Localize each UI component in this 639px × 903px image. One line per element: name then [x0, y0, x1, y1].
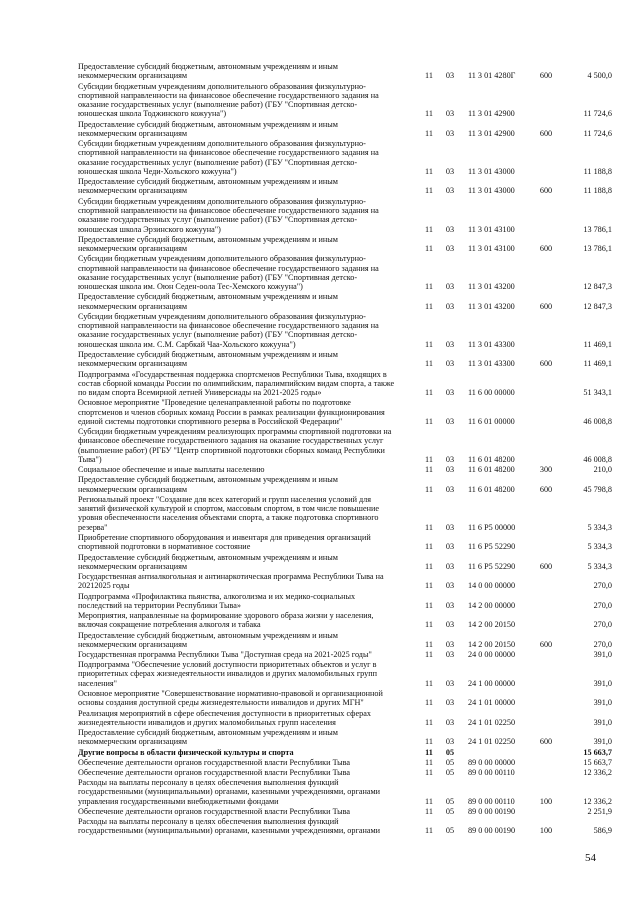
row-expense-type: 600 [539, 561, 553, 571]
row-section: 11 [425, 282, 433, 292]
row-target-article: 11 6 00 00000 [468, 388, 515, 398]
row-description: Обеспечение деятельности органов государственной власти Республики Тыва [78, 757, 351, 767]
row-description: Субсидии бюджетным учреждениям реализующих программы спортивной подготовки на финансовое обеспечение государственного задания на оказание государственных услуг (выполнение работ) (РГБУ "Центр спортивной подготовки сборных команд Республики Тыва") [78, 427, 392, 464]
row-expense-type: 100 [539, 796, 553, 806]
row-description: Социальное обеспечение и иные выплаты населению [78, 465, 265, 475]
row-description: Предоставление субсидий бюджетным, автономным учреждениям и иным некоммерческим организациям [78, 292, 338, 311]
row-amount: 270,0 [593, 639, 612, 649]
row-description: Подпрограмма "Обеспечение условий доступности приоритетных объектов и услуг в приоритетных сферах жизнедеятельности инвалидов и других маломобильных групп населения" [78, 660, 378, 688]
row-subsection: 05 [445, 796, 455, 806]
row-description: Предоставление субсидий бюджетным, автономным учреждениям и иным некоммерческим организациям [78, 728, 338, 747]
row-description: Субсидии бюджетным учреждениям дополнительного образования физкультурно- спортивной направленности на финансовое обеспечение государственного задания на оказание государственных услуг (выполнение работ) (ГБУ "Спортивная детско- юношеская школа им. С.М. Сарбкай Чаа-Хольского кожууна") [78, 311, 379, 349]
row-section: 11 [425, 767, 433, 777]
row-amount: 51 343,1 [583, 388, 612, 398]
row-target-article: 11 3 01 43300 [468, 339, 515, 349]
row-subsection: 03 [445, 244, 455, 254]
row-target-article: 11 3 01 42900 [468, 128, 515, 138]
row-section: 11 [425, 166, 433, 176]
table-row [0, 778, 639, 806]
row-amount: 270,0 [593, 620, 612, 630]
table-row [0, 62, 639, 81]
row-section: 11 [425, 388, 433, 398]
table-row [0, 350, 639, 369]
row-target-article: 89 0 00 00190 [468, 826, 516, 836]
row-expense-type: 600 [539, 186, 553, 196]
row-amount: 391,0 [593, 737, 612, 747]
row-subsection: 03 [445, 717, 455, 727]
row-section: 11 [425, 186, 433, 196]
row-target-article: 11 3 01 43000 [468, 186, 515, 196]
row-target-article: 11 3 01 43300 [468, 359, 515, 369]
row-expense-type: 600 [539, 639, 553, 649]
row-subsection: 03 [445, 484, 455, 494]
table-row [0, 758, 639, 767]
row-section: 11 [425, 71, 433, 81]
row-section: 11 [425, 522, 433, 532]
row-amount: 12 336,2 [583, 767, 612, 777]
row-amount: 12 847,3 [583, 282, 612, 292]
row-description: Подпрограмма «Государственная поддержка спортсменов Республики Тыва, входящих в состав сборной команды России по олимпийским, паралимпийским видам спорта, а также по видам спорта Всемирной летней Универсиады на 2021-2025 годы» [78, 369, 395, 398]
table-row [0, 427, 639, 464]
row-subsection: 03 [445, 678, 455, 688]
table-row [0, 139, 639, 176]
row-amount: 11 469,1 [583, 359, 612, 369]
table-row [0, 553, 639, 572]
row-target-article: 11 6 P5 52290 [468, 542, 516, 552]
row-description: Расходы на выплаты персоналу в целях обеспечения выполнения функций государственными (муниципальными) органами, казенными учреждениями, органами управления государственными внебюджетными фондами [78, 778, 381, 806]
row-description: Основное мероприятие "Проведение целенаправленной работы по подготовке спортсменов и членов сборных команд России в рамках реализации функционирования единой системы подготовки спортивного резерва в Российской Федерации" [78, 398, 385, 426]
table-row [0, 465, 639, 474]
table-row [0, 312, 639, 349]
table-row [0, 235, 639, 254]
row-section: 11 [425, 301, 433, 311]
row-amount: 391,0 [593, 698, 612, 708]
row-subsection: 03 [445, 71, 455, 81]
row-subsection: 03 [445, 109, 455, 119]
row-target-article: 89 0 00 00110 [468, 767, 515, 777]
row-subsection: 05 [445, 767, 455, 777]
table-row [0, 254, 639, 291]
row-amount: 11 469,1 [583, 339, 612, 349]
row-expense-type: 600 [539, 128, 553, 138]
row-section: 11 [425, 128, 433, 138]
row-subsection: 03 [445, 542, 455, 552]
row-target-article: 11 6 01 48200 [468, 484, 515, 494]
row-amount: 391,0 [593, 650, 612, 659]
row-section: 11 [425, 359, 433, 369]
row-target-article: 11 6 01 48200 [468, 465, 515, 475]
row-description: Основное мероприятие "Совершенствование нормативно-правовой и организационной основы создания доступной среды жизнедеятельности инвалидов и других МГН" [78, 689, 383, 708]
row-section: 11 [425, 542, 433, 552]
row-description: Региональный проект "Создание для всех категорий и групп населения условий для занятий физической культурой и спортом, массовым спортом, в том числе повышение уровня обеспеченности населения объектами спорта, а также подготовка спортивного резерва" [78, 494, 379, 532]
row-amount: 5 334,3 [587, 522, 612, 532]
row-description: Предоставление субсидий бюджетным, автономным учреждениям и иным некоммерческим организациям [78, 234, 338, 254]
row-description: Государственная антиалкогольная и антинаркотическая программа Республики Тыва на 20212025 годы [78, 572, 384, 591]
row-section: 11 [425, 717, 433, 727]
page-number: 54 [585, 852, 596, 864]
row-amount: 210,0 [593, 465, 612, 475]
table-row [0, 807, 639, 816]
row-target-article: 11 6 01 00000 [468, 416, 515, 426]
row-target-article: 11 3 01 43200 [468, 282, 515, 292]
row-target-article: 11 3 01 43000 [468, 166, 515, 176]
row-subsection: 03 [445, 737, 455, 747]
row-description: Предоставление субсидий бюджетным, автономным учреждениям и иным некоммерческим организациям [78, 119, 338, 138]
row-subsection: 03 [445, 416, 455, 426]
row-target-article: 11 3 01 42900 [468, 109, 515, 119]
row-subsection: 03 [445, 339, 455, 349]
row-amount: 5 334,3 [587, 561, 612, 571]
row-expense-type: 600 [539, 244, 553, 254]
row-section: 11 [425, 737, 433, 747]
table-row [0, 292, 639, 311]
row-target-article: 89 0 00 00110 [468, 796, 515, 806]
table-row [0, 817, 639, 836]
row-target-article: 24 0 00 00000 [468, 650, 516, 659]
row-amount: 586,9 [593, 826, 612, 836]
table-row [0, 533, 639, 552]
table-row [0, 768, 639, 777]
row-subsection: 03 [445, 224, 455, 234]
row-expense-type: 600 [539, 737, 553, 747]
row-target-article: 89 0 00 00190 [468, 806, 516, 816]
row-description: Реализация мероприятий в сфере обеспечения доступности в приоритетных сферах жизнедеятельности инвалидов и других маломобильных групп населения [78, 708, 371, 727]
table-row [0, 475, 639, 494]
row-subsection: 03 [445, 282, 455, 292]
row-description: Предоставление субсидий бюджетным, автономным учреждениям и иным некоммерческим организациям [78, 350, 338, 369]
table-row [0, 689, 639, 708]
row-section: 11 [425, 639, 433, 649]
row-section: 11 [425, 416, 433, 426]
row-section: 11 [425, 244, 433, 254]
row-section: 11 [425, 224, 433, 234]
row-amount: 12 336,2 [583, 796, 612, 806]
row-subsection: 03 [445, 650, 455, 659]
row-subsection: 03 [445, 600, 455, 610]
row-section: 11 [425, 581, 433, 591]
row-expense-type: 300 [539, 465, 553, 475]
row-amount: 13 786,1 [583, 244, 612, 254]
row-target-article: 14 2 00 20150 [468, 639, 516, 649]
row-target-article: 11 3 01 43200 [468, 301, 515, 311]
row-target-article: 14 2 00 00000 [468, 600, 516, 610]
row-subsection: 05 [445, 806, 455, 816]
row-description: Предоставление субсидий бюджетным, автономным учреждениям и иным некоммерческим организациям [78, 177, 338, 196]
table-row [0, 370, 639, 398]
row-amount: 46 008,8 [583, 454, 612, 464]
row-target-article: 14 0 00 00000 [468, 581, 516, 591]
row-amount: 270,0 [593, 581, 612, 591]
row-subsection: 03 [445, 639, 455, 649]
row-target-article: 11 6 P5 52290 [468, 561, 516, 571]
row-subsection: 03 [445, 359, 455, 369]
row-section: 11 [425, 796, 433, 806]
row-subsection: 03 [445, 581, 455, 591]
row-target-article: 24 1 00 00000 [468, 678, 516, 688]
row-description: Субсидии бюджетным учреждениям дополнительного образования физкультурно- спортивной направленности на финансовое обеспечение государственного задания на оказание государственных услуг (выполнение работ) (ГБУ "Спортивная детско- юношеская школа им. Оюн Седен-оола Тес-Хемского кожууна") [78, 254, 379, 292]
row-description: Субсидии бюджетным учреждениям дополнительного образования физкультурно- спортивной направленности на финансовое обеспечение государственного задания на оказание государственных услуг (выполнение работ) (ГБУ "Спортивная детско- юношеская школа Эрзинского кожууна") [78, 196, 379, 234]
table-row [0, 592, 639, 611]
row-description: Государственная программа Республики Тыва "Доступная среда на 2021-2025 годы" [78, 650, 372, 659]
row-description: Обеспечение деятельности органов государственной власти Республики Тыва [78, 767, 351, 777]
row-description: Предоставление субсидий бюджетным, автономным учреждениям и иным некоммерческим организациям [78, 62, 338, 81]
row-target-article: 14 2 00 20150 [468, 620, 516, 630]
row-section: 11 [425, 650, 433, 659]
row-description: Расходы на выплаты персоналу в целях обеспечения выполнения функций государственными (муниципальными) органами, казенными учреждениями, органами [78, 817, 381, 836]
row-subsection: 03 [445, 388, 455, 398]
row-section: 11 [425, 747, 433, 757]
row-expense-type: 600 [539, 71, 553, 81]
row-description: Подпрограмма «Профилактика пьянства, алкоголизма и их медико-социальных последствий на территории Республики Тыва» [78, 591, 356, 610]
row-expense-type: 600 [539, 484, 553, 494]
row-subsection: 03 [445, 465, 455, 475]
row-section: 11 [425, 339, 433, 349]
row-expense-type: 100 [539, 826, 553, 836]
table-row [0, 398, 639, 426]
table-row [0, 82, 639, 119]
row-section: 11 [425, 678, 433, 688]
table-row [0, 611, 639, 630]
row-description: Мероприятия, направленные на формирование здорового образа жизни у населения, включая сокращение потребления алкоголя и табака [78, 611, 374, 630]
row-subsection: 03 [445, 620, 455, 630]
row-subsection: 05 [445, 757, 455, 767]
row-description: Субсидии бюджетным учреждениям дополнительного образования физкультурно- спортивной направленности на финансовое обеспечение государственного задания на оказание государственных услуг (выполнение работ) (ГБУ "Спортивная детско- юношеская школа Тоджинского кожууна") [78, 81, 379, 119]
row-amount: 12 847,3 [583, 301, 612, 311]
table-row [0, 650, 639, 659]
row-amount: 4 500,0 [587, 71, 612, 81]
row-target-article: 11 6 01 48200 [468, 454, 515, 464]
row-amount: 11 188,8 [583, 166, 612, 176]
row-subsection: 05 [445, 826, 455, 836]
row-amount: 15 663,7 [583, 757, 612, 767]
table-row [0, 120, 639, 139]
row-target-article: 89 0 00 00000 [468, 757, 516, 767]
row-section: 11 [425, 757, 433, 767]
row-description: Другие вопросы в области физической культуры и спорта [78, 747, 294, 757]
row-description: Субсидии бюджетным учреждениям дополнительного образования физкультурно- спортивной направленности на финансовое обеспечение государственного задания на оказание государственных услуг (выполнение работ) (ГБУ "Спортивная детско- юношеская школа Чеди-Хольского кожууна") [78, 139, 379, 176]
row-target-article: 11 6 P5 00000 [468, 522, 516, 532]
row-section: 11 [425, 454, 433, 464]
row-description: Предоставление субсидий бюджетным, автономным учреждениям и иным некоммерческим организациям [78, 475, 338, 494]
row-target-article: 11 3 01 43100 [468, 244, 515, 254]
table-row [0, 572, 639, 591]
row-subsection: 03 [445, 166, 455, 176]
row-subsection: 03 [445, 561, 455, 571]
row-amount: 45 798,8 [583, 484, 612, 494]
row-amount: 391,0 [593, 717, 612, 727]
row-target-article: 11 3 01 43100 [468, 224, 515, 234]
table-row [0, 709, 639, 728]
row-subsection: 03 [445, 698, 455, 708]
table-row [0, 495, 639, 532]
row-amount: 5 334,3 [587, 542, 612, 552]
row-subsection: 05 [445, 747, 455, 757]
row-section: 11 [425, 600, 433, 610]
row-description: Предоставление субсидий бюджетным, автономным учреждениям и иным некоммерческим организациям [78, 552, 338, 571]
row-description: Предоставление субсидий бюджетным, автономным учреждениям и иным некоммерческим организациям [78, 630, 338, 649]
row-target-article: 24 1 01 02250 [468, 717, 516, 727]
row-section: 11 [425, 465, 433, 475]
row-amount: 11 724,6 [583, 128, 612, 138]
row-amount: 11 188,8 [583, 186, 612, 196]
table-row [0, 177, 639, 196]
row-subsection: 03 [445, 454, 455, 464]
row-section: 11 [425, 109, 433, 119]
row-section: 11 [425, 561, 433, 571]
table-row [0, 631, 639, 650]
row-subsection: 03 [445, 301, 455, 311]
row-section: 11 [425, 698, 433, 708]
row-description: Обеспечение деятельности органов государственной власти Республики Тыва [78, 806, 351, 816]
table-row [0, 748, 639, 757]
row-subsection: 03 [445, 128, 455, 138]
row-amount: 270,0 [593, 600, 612, 610]
row-section: 11 [425, 484, 433, 494]
row-subsection: 03 [445, 186, 455, 196]
row-section: 11 [425, 620, 433, 630]
row-amount: 11 724,6 [583, 109, 612, 119]
row-amount: 46 008,8 [583, 416, 612, 426]
table-row [0, 728, 639, 747]
table-row [0, 197, 639, 234]
row-section: 11 [425, 826, 433, 836]
table-row [0, 660, 639, 688]
row-amount: 15 663,7 [583, 747, 612, 757]
row-amount: 13 786,1 [583, 224, 612, 234]
row-amount: 2 251,9 [587, 806, 612, 816]
row-subsection: 03 [445, 522, 455, 532]
row-target-article: 24 1 01 02250 [468, 737, 516, 747]
row-amount: 391,0 [593, 678, 612, 688]
row-target-article: 11 3 01 4280Г [468, 71, 516, 81]
row-description: Приобретение спортивного оборудования и инвентаря для приведения организаций спортивной подготовки в нормативное состояние [78, 533, 371, 552]
row-target-article: 24 1 01 00000 [468, 698, 516, 708]
row-expense-type: 600 [539, 359, 553, 369]
row-section: 11 [425, 806, 433, 816]
row-expense-type: 600 [539, 301, 553, 311]
